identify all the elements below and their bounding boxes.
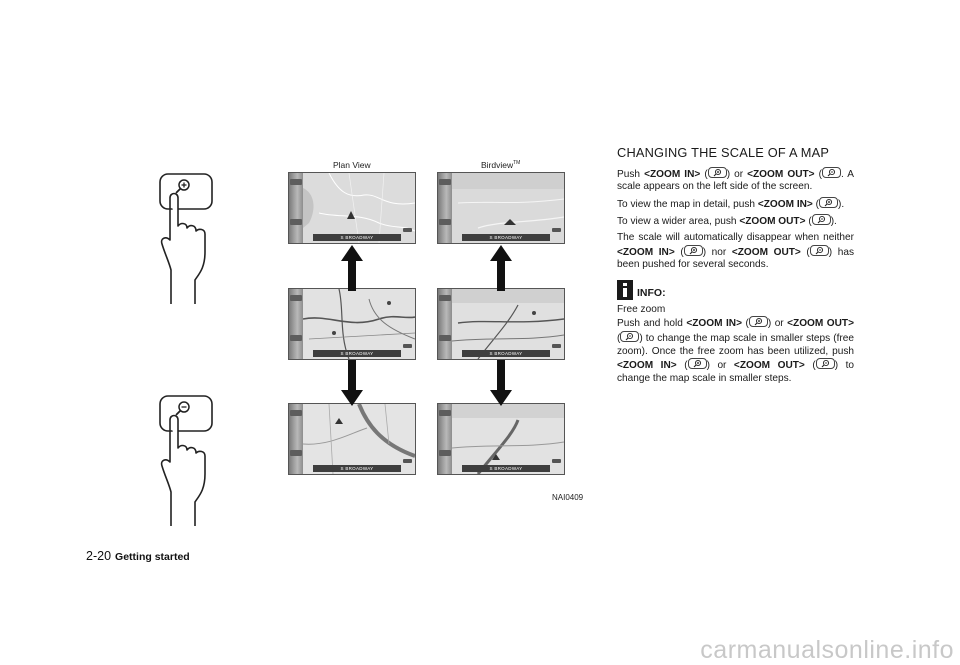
text: ( xyxy=(818,168,822,180)
text: or xyxy=(771,318,788,330)
up-arrow-icon xyxy=(490,245,512,291)
article xyxy=(617,147,854,388)
text: or xyxy=(709,360,734,372)
zoom-out-key-name: <ZOOM OUT> xyxy=(787,318,854,330)
zoom-in-onscreen-key xyxy=(290,410,302,416)
paragraph-push xyxy=(617,167,854,194)
zoom-out-onscreen-key xyxy=(439,335,451,341)
text: ( xyxy=(617,332,621,344)
zoom-in-icon xyxy=(688,358,707,369)
zoom-out-key-name: <ZOOM OUT> xyxy=(747,168,815,180)
trademark-mark: TM xyxy=(513,160,521,167)
text: ) xyxy=(639,332,643,344)
figure-code: NAI0409 xyxy=(552,493,584,502)
text: ( xyxy=(745,318,749,330)
zoom-in-key-name: <ZOOM IN> xyxy=(617,246,675,258)
zoom-out-onscreen-key xyxy=(290,335,302,341)
down-arrow-icon xyxy=(341,360,363,406)
birdview-label-text: Birdview xyxy=(481,160,514,170)
gps-indicator xyxy=(403,344,412,348)
street-name-bar: S BROADWAY xyxy=(462,350,550,357)
paragraph-auto-disappear xyxy=(617,232,854,272)
text: ( xyxy=(808,216,812,228)
text: ( xyxy=(806,246,810,258)
gps-indicator xyxy=(403,228,412,232)
down-arrow-icon xyxy=(490,360,512,406)
street-name-bar: S BROADWAY xyxy=(313,234,401,241)
text: has been pushed for several seconds. xyxy=(617,246,854,271)
zoom-out-onscreen-key xyxy=(290,450,302,456)
text: ( xyxy=(684,360,688,372)
zoom-out-onscreen-key xyxy=(439,219,451,225)
text: to change the map scale in smaller steps (free zoom). Once the free zoom has been utilized, push xyxy=(617,332,854,357)
birdview-wide-map xyxy=(437,172,565,244)
info-header xyxy=(617,280,854,300)
gps-indicator xyxy=(552,344,561,348)
plan-view-medium-map xyxy=(288,288,416,360)
text: . A scale appears on the left side of the screen. xyxy=(617,168,854,193)
text: Push and hold xyxy=(617,318,687,330)
plan-view-label: Plan View xyxy=(333,160,371,170)
text: to change the map scale in smaller steps. xyxy=(617,360,854,384)
zoom-in-icon xyxy=(708,167,727,178)
text: The scale will automatically disappear when neither xyxy=(617,231,854,243)
street-name-bar: S BROADWAY xyxy=(313,350,401,357)
birdview-label xyxy=(481,160,520,170)
zoom-in-key-name: <ZOOM IN> xyxy=(686,318,742,330)
zoom-out-key-name: <ZOOM OUT> xyxy=(739,216,806,228)
gps-indicator xyxy=(552,459,561,463)
page-number: 2-20 xyxy=(86,549,112,563)
zoom-out-onscreen-key xyxy=(439,450,451,456)
text: ). xyxy=(830,216,837,228)
zoom-in-onscreen-key xyxy=(439,295,451,301)
text: ) xyxy=(828,246,833,258)
text: ) xyxy=(834,360,839,372)
text: ( xyxy=(815,198,819,210)
zoom-in-onscreen-key xyxy=(439,410,451,416)
zoom-out-icon xyxy=(822,167,841,178)
paragraph-detail xyxy=(617,197,854,212)
zoom-in-onscreen-key xyxy=(439,179,451,185)
zoom-out-hand-illustration xyxy=(157,392,233,528)
free-zoom-title: Free zoom xyxy=(617,303,666,315)
paragraph-wider xyxy=(617,214,854,229)
zoom-in-hand-illustration xyxy=(157,170,233,306)
paragraph-free-zoom xyxy=(617,316,854,385)
zoom-out-onscreen-key xyxy=(290,219,302,225)
text: ) xyxy=(702,246,707,258)
text: ( xyxy=(704,168,708,180)
zoom-in-onscreen-key xyxy=(290,295,302,301)
page-footer xyxy=(86,549,190,563)
up-arrow-icon xyxy=(341,245,363,291)
zoom-in-onscreen-key xyxy=(290,179,302,185)
section-name: Getting started xyxy=(115,551,190,563)
zoom-in-key-name: <ZOOM IN> xyxy=(617,360,677,372)
zoom-out-icon xyxy=(816,358,835,369)
zoom-in-icon xyxy=(819,197,838,208)
info-icon xyxy=(617,280,633,300)
text: ) xyxy=(767,318,772,330)
text: ). xyxy=(838,198,845,210)
text: ) xyxy=(726,168,731,180)
zoom-out-key-name: <ZOOM OUT> xyxy=(731,246,801,258)
zoom-in-key-name: <ZOOM IN> xyxy=(644,168,701,180)
plan-view-detail-map xyxy=(288,403,416,475)
gps-indicator xyxy=(552,228,561,232)
text: To view a wider area, push xyxy=(617,216,740,228)
text: ) xyxy=(706,360,710,372)
info-label: INFO: xyxy=(637,287,666,300)
zoom-in-icon xyxy=(749,316,768,327)
text: Push xyxy=(617,168,645,180)
text: ( xyxy=(680,246,684,258)
street-name-bar: S BROADWAY xyxy=(462,465,550,472)
zoom-out-icon xyxy=(812,214,831,225)
birdview-detail-map xyxy=(437,403,565,475)
street-name-bar: S BROADWAY xyxy=(462,234,550,241)
text: ( xyxy=(812,360,816,372)
street-name-bar: S BROADWAY xyxy=(313,465,401,472)
text: or xyxy=(730,168,748,180)
plan-view-wide-map xyxy=(288,172,416,244)
section-heading: CHANGING THE SCALE OF A MAP xyxy=(617,145,830,160)
gps-indicator xyxy=(403,459,412,463)
text: nor xyxy=(706,246,732,258)
text: To view the map in detail, push xyxy=(617,198,758,210)
zoom-out-key-name: <ZOOM OUT> xyxy=(733,360,805,372)
zoom-in-icon xyxy=(684,245,703,256)
watermark: carmanualsonline.info xyxy=(700,636,954,664)
zoom-in-key-name: <ZOOM IN> xyxy=(757,198,813,210)
birdview-medium-map xyxy=(437,288,565,360)
zoom-out-icon xyxy=(810,245,829,256)
zoom-out-icon xyxy=(620,331,639,342)
